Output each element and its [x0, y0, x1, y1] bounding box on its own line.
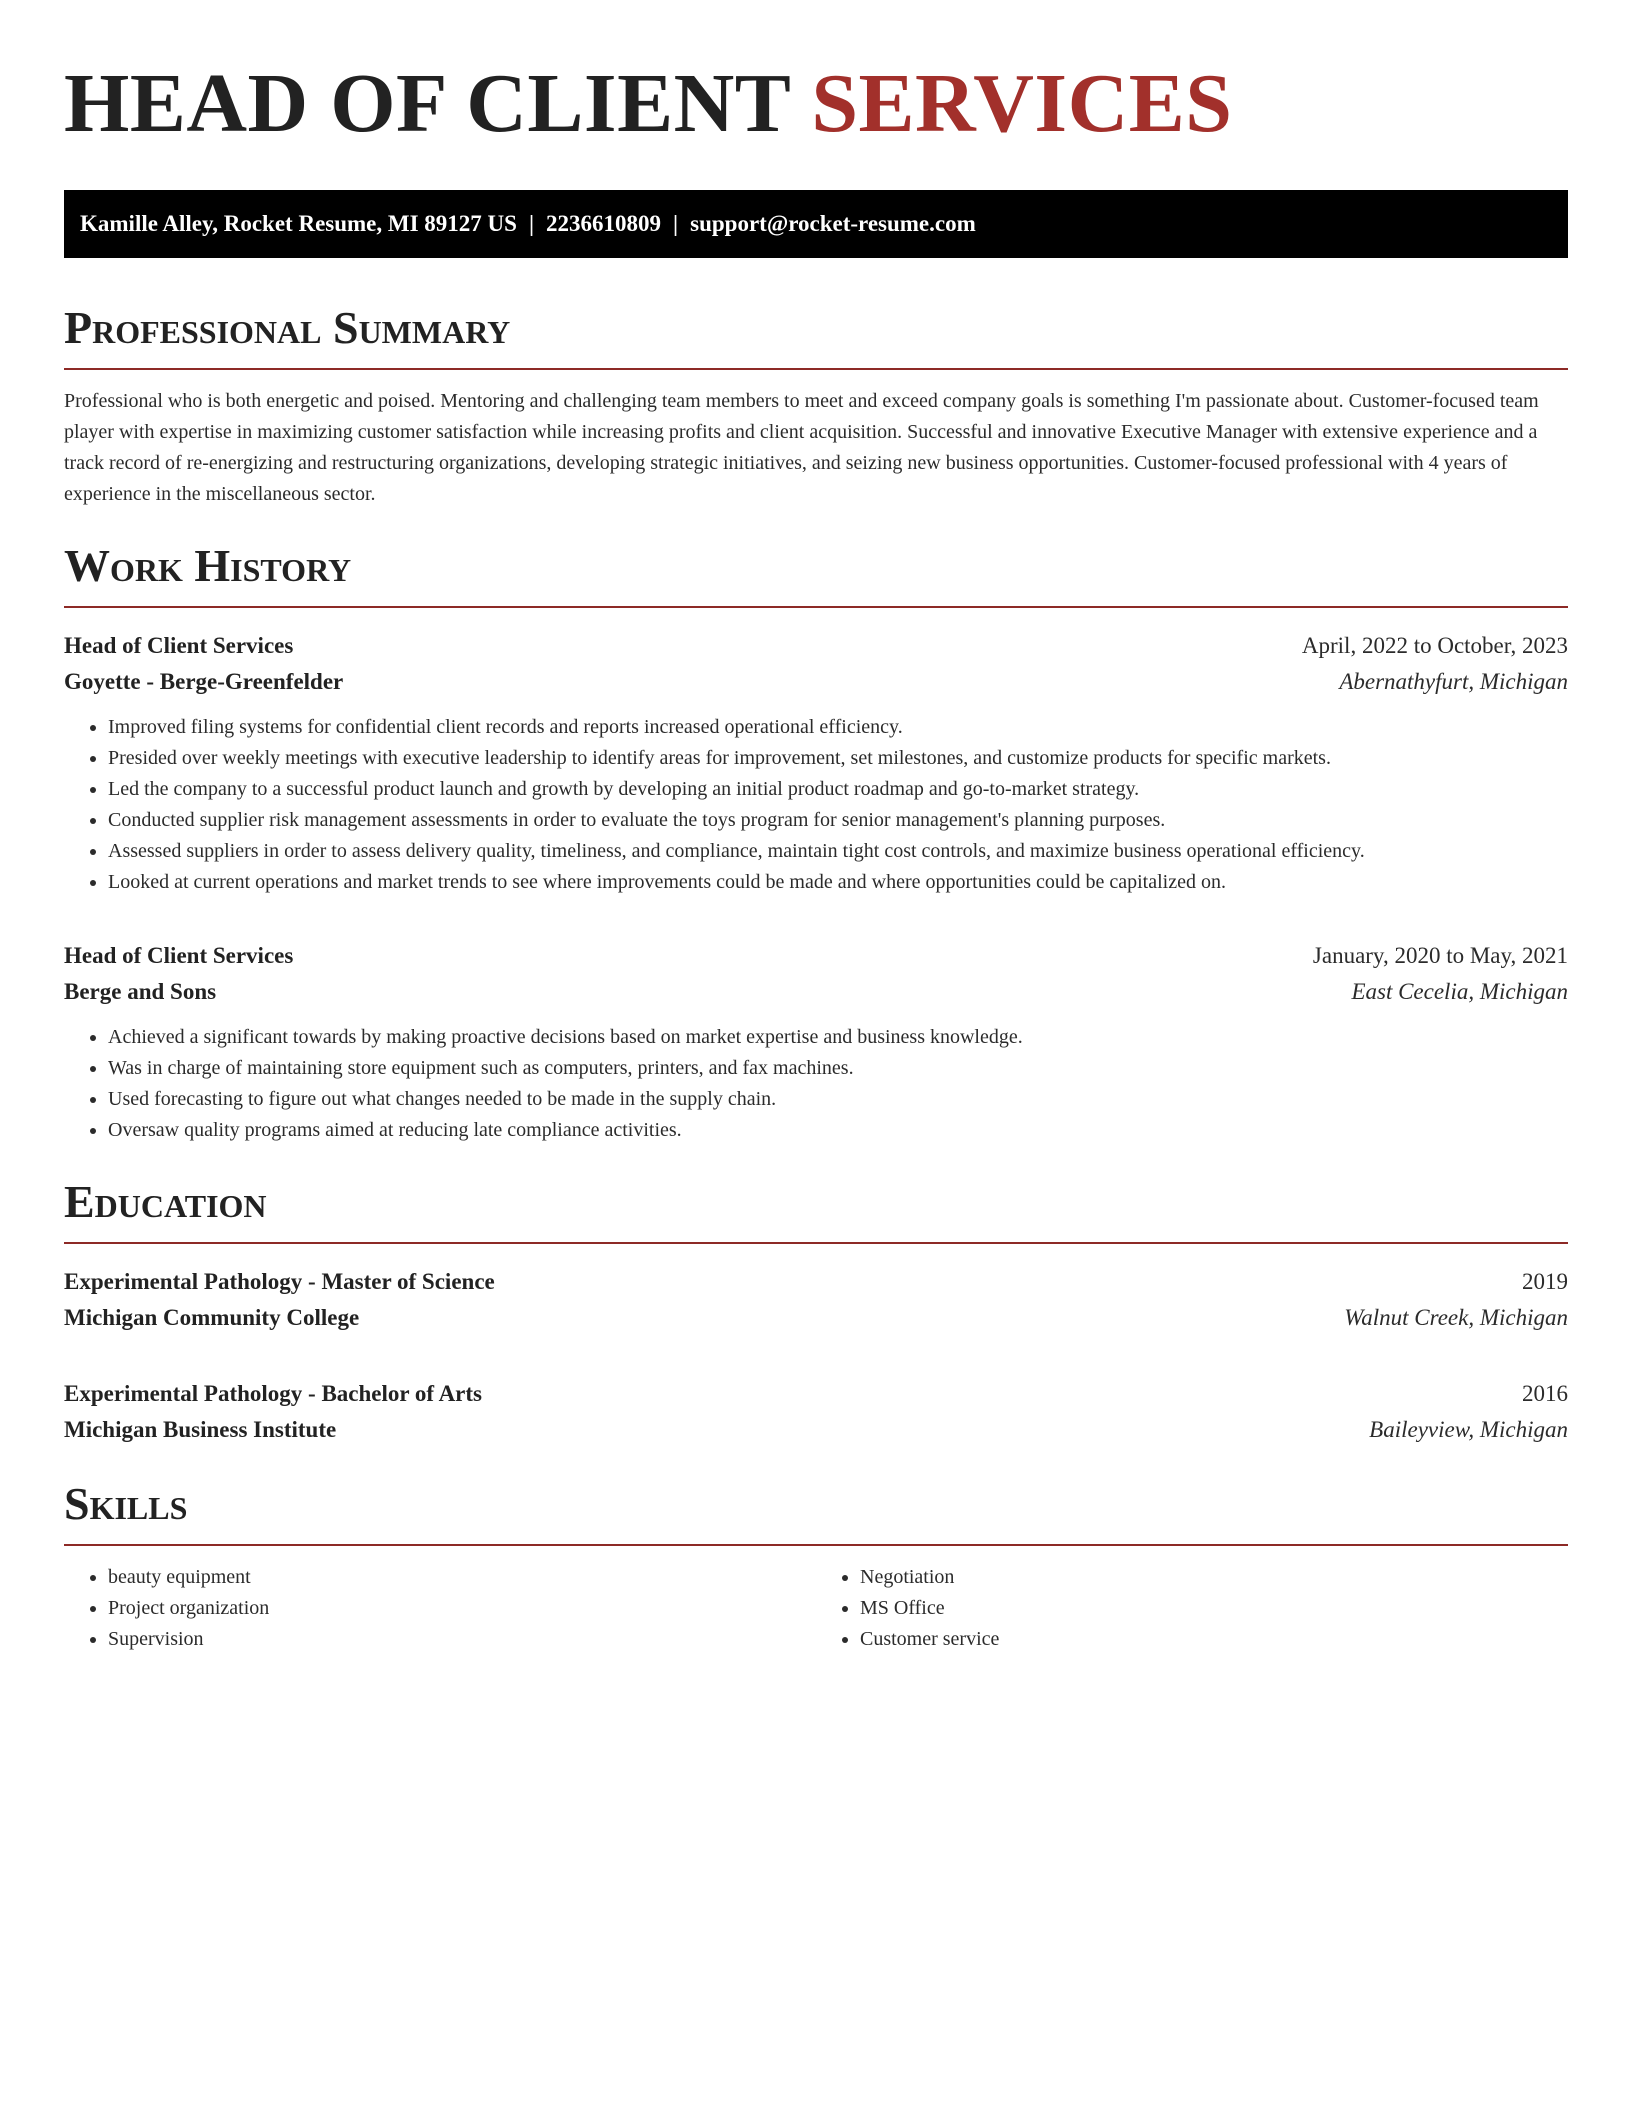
- job-dates: January, 2020 to May, 2021: [1312, 943, 1568, 968]
- list-item: • Improved filing systems for confidential client records and reports increased operational efficiency.: [108, 712, 1568, 743]
- job-location: East Cecelia, Michigan: [1351, 979, 1568, 1004]
- skill-item: • Supervision: [108, 1624, 816, 1655]
- title-main: HEAD OF CLIENT: [64, 57, 790, 150]
- school-location: Baileyview, Michigan: [1369, 1417, 1568, 1442]
- graduation-year: 2019: [1522, 1269, 1568, 1294]
- job-title-row: [64, 628, 1568, 664]
- degree-row: [64, 1264, 1568, 1300]
- skills-column-right: [816, 1562, 1568, 1655]
- school-row: [64, 1412, 1568, 1448]
- contact-separator: |: [528, 211, 535, 236]
- list-item: • Assessed suppliers in order to assess delivery quality, timeliness, and compliance, maintain tight cost controls, and maximize business operational efficiency.: [108, 836, 1568, 867]
- list-item: • Led the company to a successful product launch and growth by developing an initial product roadmap and go-to-market strategy.: [108, 774, 1568, 805]
- resume-title: [64, 56, 1568, 152]
- contact-phone: 2236610809: [546, 211, 662, 236]
- list-item: • Oversaw quality programs aimed at reducing late compliance activities.: [108, 1115, 1568, 1146]
- skills-column-left: [64, 1562, 816, 1655]
- job-title: Head of Client Services: [64, 943, 294, 968]
- school: Michigan Business Institute: [64, 1417, 337, 1442]
- contact-bar: [64, 190, 1568, 258]
- section-heading-education: Education: [64, 1176, 1568, 1244]
- job-company-row: [64, 974, 1568, 1010]
- skill-item: • Project organization: [108, 1593, 816, 1624]
- section-heading-summary: Professional Summary: [64, 302, 1568, 370]
- list-item: • Used forecasting to figure out what changes needed to be made in the supply chain.: [108, 1084, 1568, 1115]
- degree: Experimental Pathology - Master of Science: [64, 1269, 495, 1294]
- list-item: • Conducted supplier risk management assessments in order to evaluate the toys program for senior management's planning purposes.: [108, 805, 1568, 836]
- list-item: • Presided over weekly meetings with executive leadership to identify areas for improvement, set milestones, and customize products for specific markets.: [108, 743, 1568, 774]
- job-dates: April, 2022 to October, 2023: [1301, 633, 1568, 658]
- job-entry: [64, 938, 1568, 1146]
- list-item: • Was in charge of maintaining store equipment such as computers, printers, and fax machines.: [108, 1053, 1568, 1084]
- job-title: Head of Client Services: [64, 633, 294, 658]
- job-bullets: [64, 1022, 1568, 1146]
- school-row: [64, 1300, 1568, 1336]
- job-company-row: [64, 664, 1568, 700]
- contact-address: Kamille Alley, Rocket Resume, MI 89127 US: [80, 211, 517, 236]
- job-entry: [64, 628, 1568, 898]
- section-heading-work-history: Work History: [64, 540, 1568, 608]
- summary-text: Professional who is both energetic and poised. Mentoring and challenging team members to meet and exceed company goals is something I'm passionate about. Customer-focused team player with expertise in maximizing customer satisfaction while increasing profits and client acquisition. Successful and innovative Executive Manager with extensive experience and a track record of re-energizing and restructuring organizations, developing strategic initiatives, and seizing new business opportunities. Customer-focused professional with 4 years of experience in the miscellaneous sector.: [64, 390, 1539, 505]
- education-entry: [64, 1376, 1568, 1448]
- list-item: • Achieved a significant towards by making proactive decisions based on market expertise and business knowledge.: [108, 1022, 1568, 1053]
- degree-row: [64, 1376, 1568, 1412]
- job-company: Goyette - Berge-Greenfelder: [64, 669, 344, 694]
- section-heading-skills: Skills: [64, 1478, 1568, 1546]
- school-location: Walnut Creek, Michigan: [1344, 1305, 1568, 1330]
- school: Michigan Community College: [64, 1305, 360, 1330]
- skill-item: • Customer service: [860, 1624, 1568, 1655]
- job-title-row: [64, 938, 1568, 974]
- education-entry: [64, 1264, 1568, 1336]
- graduation-year: 2016: [1522, 1381, 1568, 1406]
- skill-item: • MS Office: [860, 1593, 1568, 1624]
- degree: Experimental Pathology - Bachelor of Arts: [64, 1381, 482, 1406]
- job-location: Abernathyfurt, Michigan: [1339, 669, 1568, 694]
- title-accent: SERVICES: [811, 57, 1233, 150]
- skill-item: • Negotiation: [860, 1562, 1568, 1593]
- contact-email: support@rocket-resume.com: [690, 211, 976, 236]
- job-bullets: [64, 712, 1568, 898]
- skills-list: [64, 1562, 1568, 1655]
- skill-item: • beauty equipment: [108, 1562, 816, 1593]
- contact-separator: |: [673, 211, 679, 236]
- job-company: Berge and Sons: [64, 979, 217, 1004]
- list-item: • Looked at current operations and market trends to see where improvements could be made and where opportunities could be capitalized on.: [108, 867, 1568, 898]
